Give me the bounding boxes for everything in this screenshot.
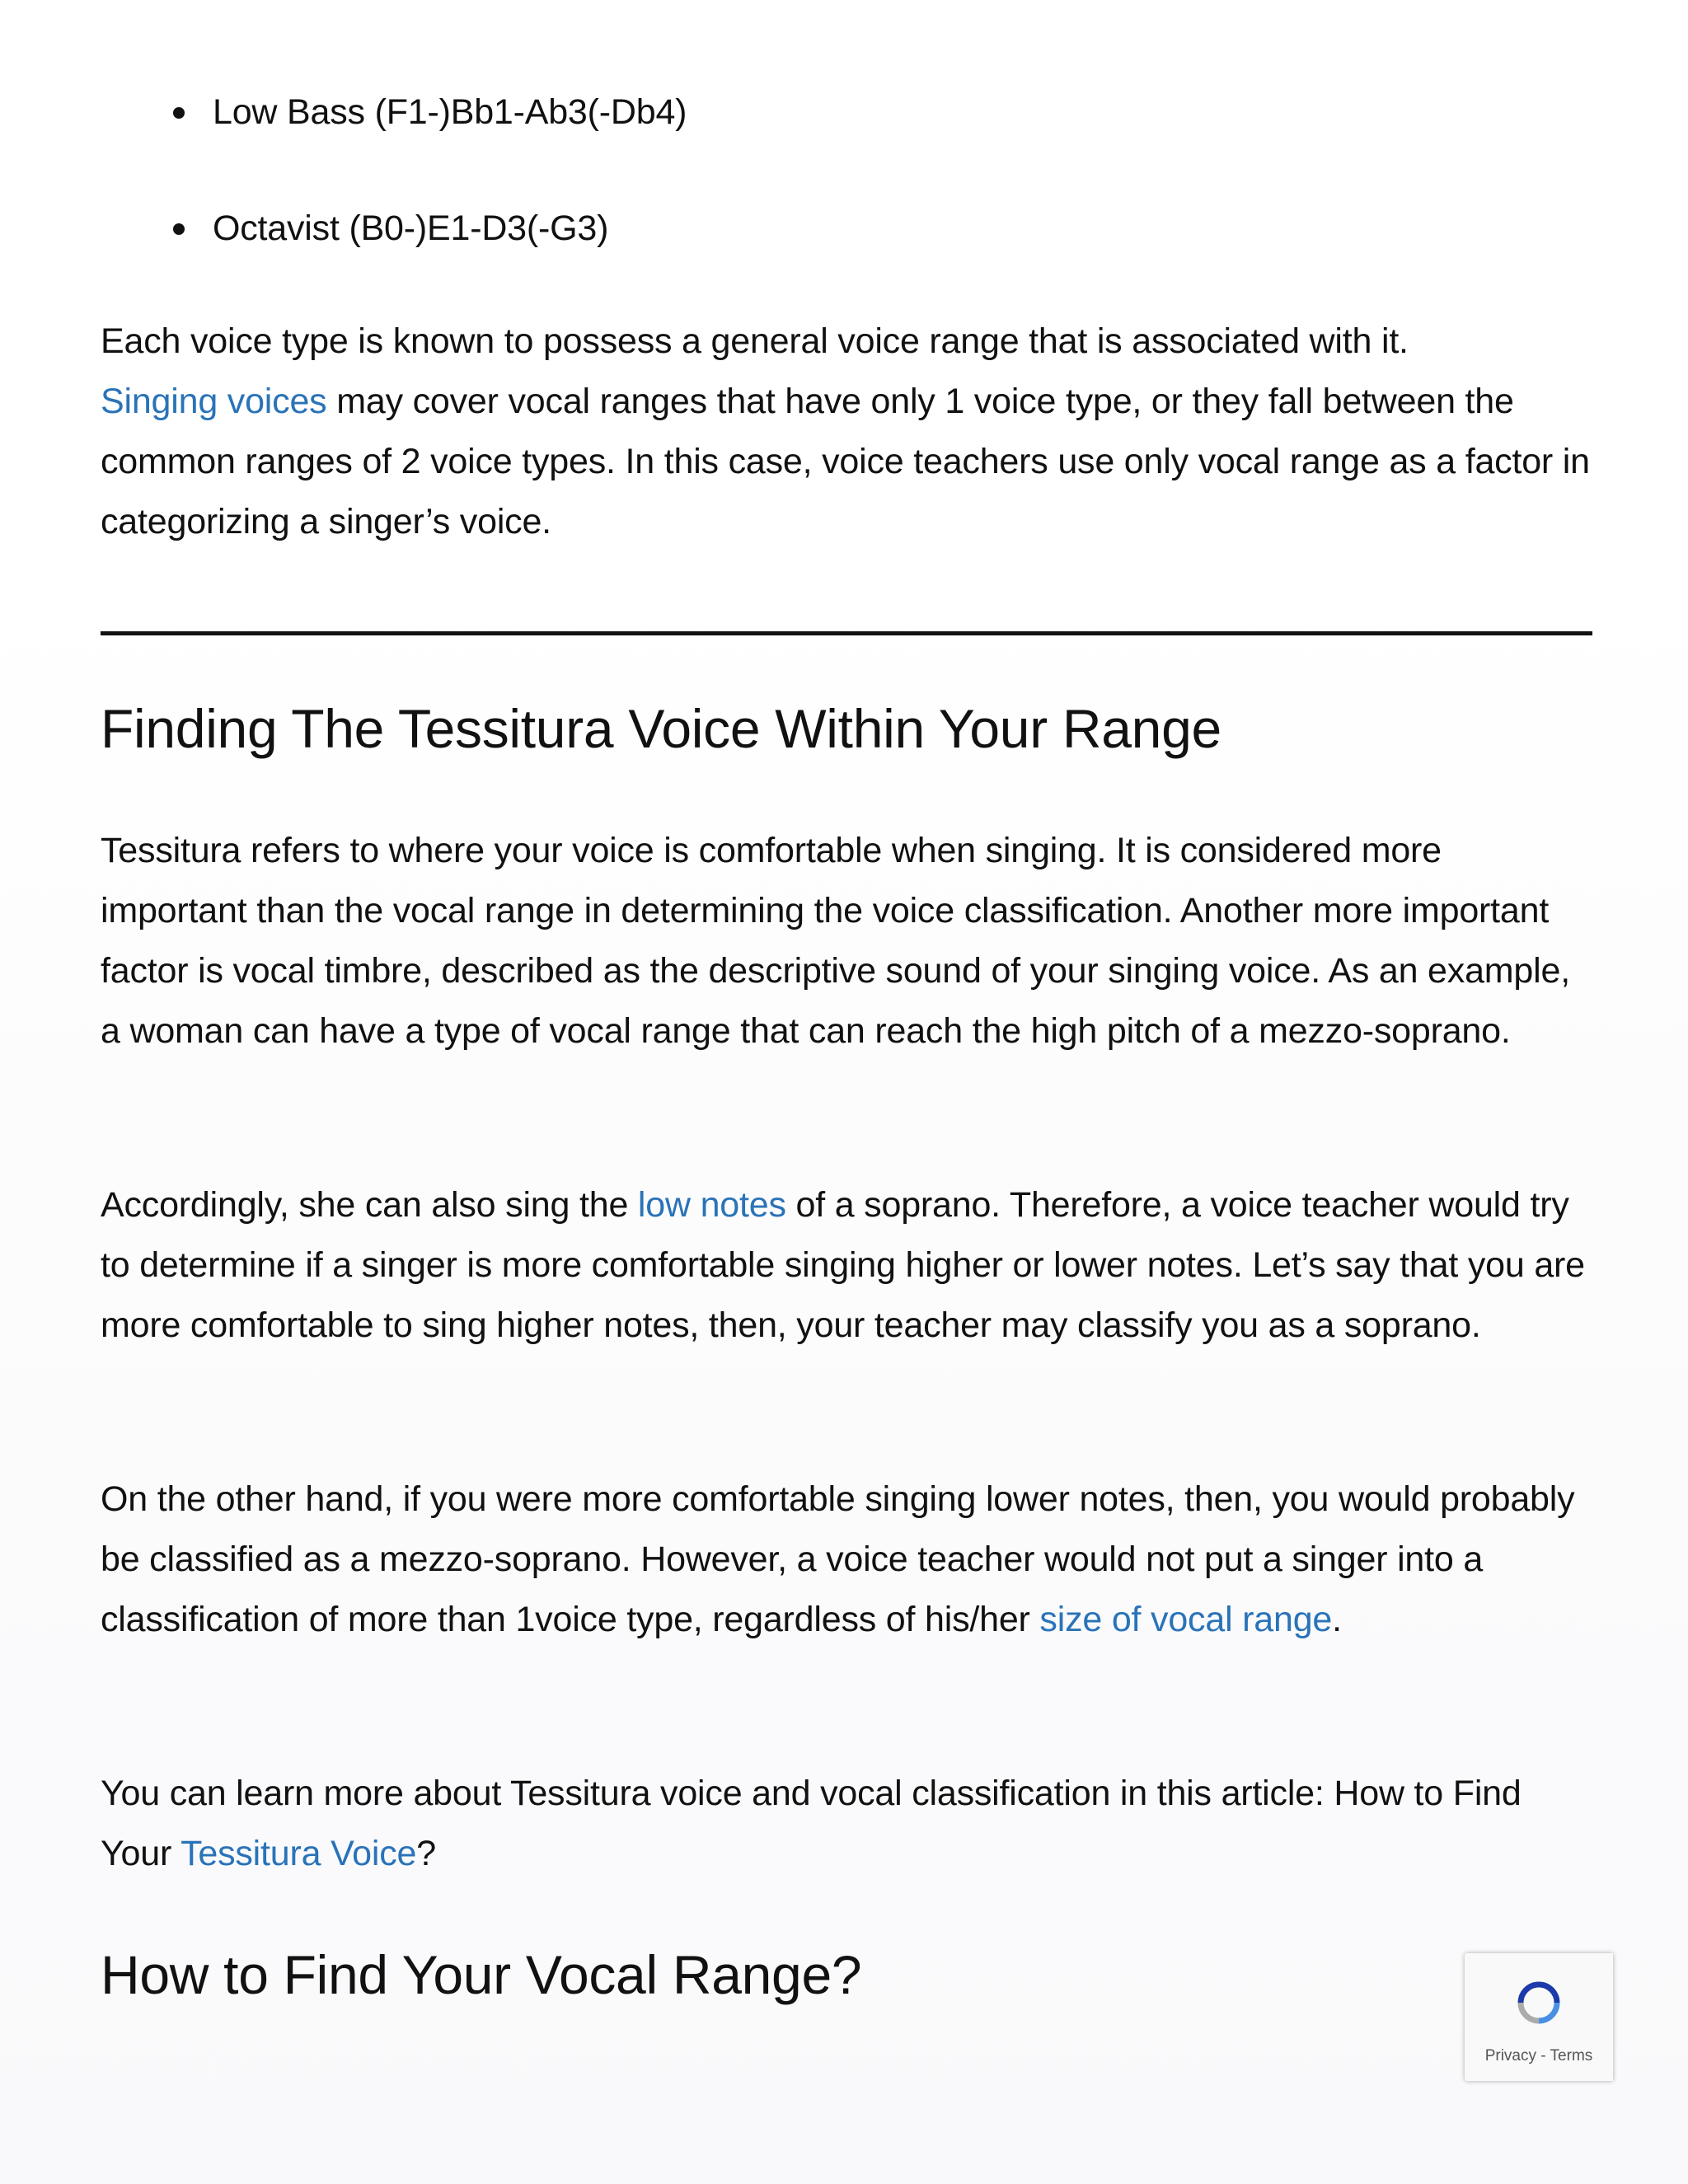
bullet-icon <box>173 223 185 235</box>
paragraph-text: Accordingly, she can also sing the <box>101 1185 638 1225</box>
paragraph-voice-type <box>101 312 1592 552</box>
paragraph-text: may cover vocal ranges that have only 1 voice type, or they fall between the common ranges of 2 voice types. In this case, voice teachers use only vocal range as a factor in categorizing a singer’s voice. <box>101 382 1590 541</box>
paragraph-text: of a soprano. Therefore, a voice teacher would try to determine if a singer is more comfortable singing higher or lower notes. Let’s say that you are more comfortable to sing higher notes, then, your teacher may classify you as a soprano. <box>101 1185 1585 1345</box>
paragraph-text: Each voice type is known to possess a general voice range that is associated with it. <box>101 321 1409 361</box>
list-item <box>101 82 687 143</box>
low-notes-link[interactable]: low notes <box>637 1185 786 1225</box>
paragraph-text: ? <box>416 1834 436 1873</box>
paragraph-soprano <box>101 1175 1592 1356</box>
paragraph-learn-more <box>101 1764 1592 1884</box>
section-heading-tessitura: Finding The Tessitura Voice Within Your Range <box>101 698 1221 759</box>
list-item-text: Low Bass (F1-)Bb1-Ab3(-Db4) <box>213 92 687 132</box>
recaptcha-separator: - <box>1536 2047 1550 2064</box>
paragraph-tessitura: Tessitura refers to where your voice is comfortable when singing. It is considered more important than the vocal range in determining the voice classification. Another more important factor is vocal timbre, described as the descriptive sound of your singing voice. As an example, a woman can have a type of vocal range that can reach the high pitch of a mezzo-soprano. <box>101 831 1570 1051</box>
section-heading-vocal-range: How to Find Your Vocal Range? <box>101 1944 862 2005</box>
list-item <box>101 199 687 259</box>
voice-range-list <box>101 82 687 259</box>
paragraph-mezzo-soprano <box>101 1469 1592 1650</box>
bullet-icon <box>173 107 185 119</box>
tessitura-voice-link[interactable]: Tessitura Voice <box>181 1834 417 1873</box>
size-of-vocal-range-link[interactable]: size of vocal range <box>1039 1600 1333 1639</box>
recaptcha-badge[interactable] <box>1465 1953 1613 2081</box>
horizontal-divider <box>101 631 1592 635</box>
paragraph-text: On the other hand, if you were more comfortable singing lower notes, then, you would probably be classified as a mezzo-soprano. However, a voice teacher would not put a singer into a classification of more than 1voice type, regardless of his/her <box>101 1479 1575 1639</box>
list-item-text: Octavist (B0-)E1-D3(-G3) <box>213 209 609 248</box>
paragraph-text: You can learn more about Tessitura voice and vocal classification in this article: How to Find Your <box>101 1774 1522 1873</box>
singing-voices-link[interactable]: Singing voices <box>101 382 327 421</box>
recaptcha-privacy-link[interactable]: Privacy <box>1484 2047 1536 2064</box>
paragraph-text: . <box>1332 1600 1342 1639</box>
recaptcha-terms-link[interactable]: Terms <box>1550 2047 1593 2064</box>
recaptcha-icon <box>1516 1980 1562 2026</box>
recaptcha-links <box>1465 2046 1613 2066</box>
